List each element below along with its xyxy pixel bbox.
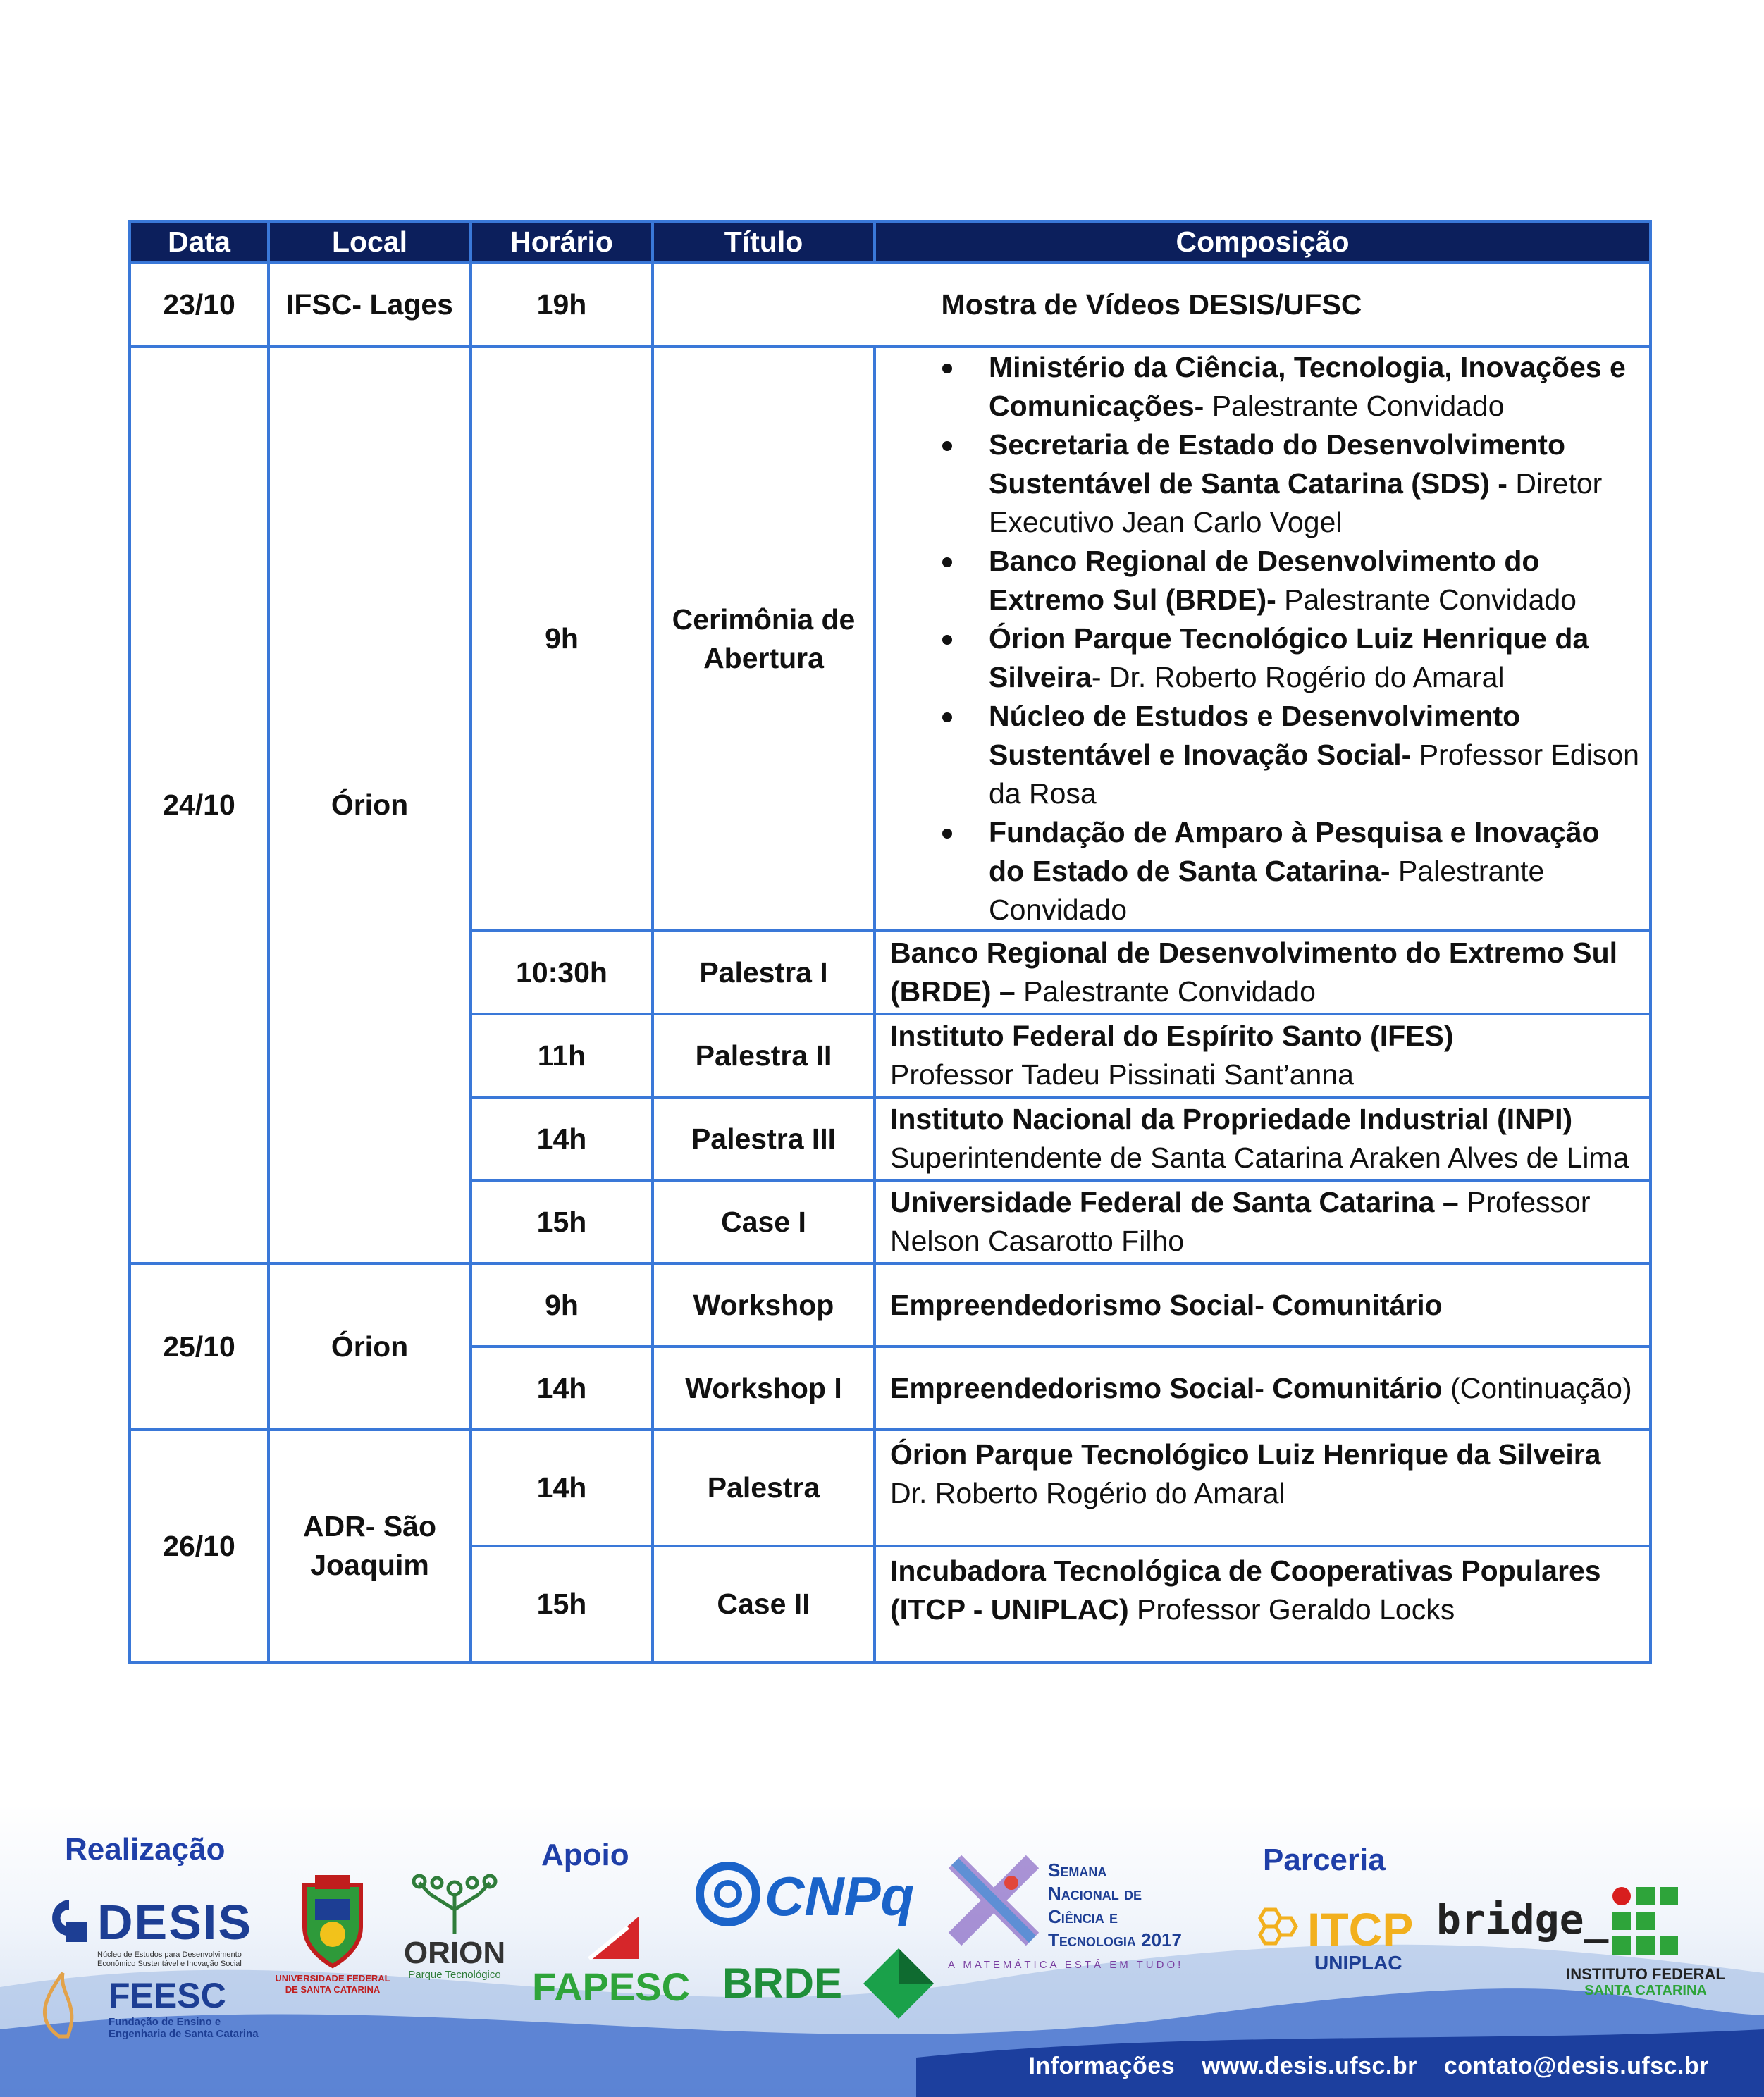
title-cell: Workshop bbox=[653, 1263, 875, 1347]
title-cell: Workshop I bbox=[653, 1347, 875, 1430]
time-cell: 15h bbox=[471, 1546, 653, 1662]
date-cell: 26/10 bbox=[130, 1430, 269, 1662]
snct-x-icon bbox=[948, 1855, 1040, 1946]
title-cell: Case I bbox=[653, 1180, 875, 1263]
title-cell: Palestra III bbox=[653, 1097, 875, 1180]
desis-mark-icon bbox=[48, 1897, 90, 1946]
time-cell: 9h bbox=[471, 1263, 653, 1347]
website-link[interactable]: www.desis.ufsc.br bbox=[1202, 2053, 1417, 2079]
title-cell: Palestra II bbox=[653, 1014, 875, 1097]
schedule-table bbox=[128, 220, 1652, 1664]
title-cell: Palestra I bbox=[653, 931, 875, 1014]
time-cell: 14h bbox=[471, 1430, 653, 1546]
orion-logo: ORION Parque Tecnológico bbox=[398, 1874, 511, 1981]
speaker-list bbox=[876, 348, 1641, 929]
footer: Realização Apoio Parceria DESIS Núcleo de Estudos para Desenvolvimento Econômico Sustentável e Inovação Social FEESC Fundação de Ensino e Engenharia de Santa Catarina UNIVERSIDADE FEDERAL DE SANTA CATARINA ORION Parque Tecnológico FAPESC CNPq BRDE Semana Nacional de Ciência e Tecnologia 2017 A MATEMÁTICA ESTÁ EM TUDO! ITCP UNIPLAC bridge_ INSTITUTO FEDERAL SANTA CATARINA Informações www.desis.ufsc.br contato@desis.ufsc.br bbox=[0, 1804, 1764, 2097]
ufsc-logo: UNIVERSIDADE FEDERAL DE SANTA CATARINA bbox=[262, 1871, 403, 1996]
fapesc-mark-icon bbox=[586, 1913, 642, 1962]
composition-cell: Empreendedorismo Social- Comunitário (Continuação) bbox=[875, 1347, 1651, 1430]
list-item: Fundação de Amparo à Pesquisa e Inovação do Estado de Santa Catarina- Palestrante Convidado bbox=[989, 813, 1641, 929]
section-apoio: Apoio bbox=[541, 1838, 629, 1872]
contact-info bbox=[1009, 2053, 1709, 2080]
ifsc-logo: INSTITUTO FEDERAL SANTA CATARINA bbox=[1561, 1885, 1730, 1998]
info-label: Informações bbox=[1028, 2053, 1176, 2079]
cnpq-mark-icon bbox=[694, 1860, 762, 1928]
time-cell: 15h bbox=[471, 1180, 653, 1263]
ifsc-grid-icon bbox=[1610, 1885, 1681, 1962]
title-cell: Palestra bbox=[653, 1430, 875, 1546]
local-cell: IFSC- Lages bbox=[269, 263, 471, 347]
list-item: Secretaria de Estado do Desenvolvimento Sustentável de Santa Catarina (SDS) - Diretor Executivo Jean Carlo Vogel bbox=[989, 426, 1641, 542]
local-cell: Órion bbox=[269, 1263, 471, 1430]
table-row bbox=[130, 1263, 1651, 1347]
orion-tree-icon bbox=[409, 1874, 500, 1934]
table-row bbox=[130, 263, 1651, 347]
col-header-data: Data bbox=[130, 221, 269, 263]
col-header-composicao: Composição bbox=[875, 221, 1651, 263]
section-realizacao: Realização bbox=[65, 1832, 226, 1867]
feesc-flame-icon bbox=[31, 1969, 87, 2040]
list-item: Órion Parque Tecnológico Luiz Henrique da Silveira- Dr. Roberto Rogério do Amaral bbox=[989, 619, 1641, 697]
list-item: Núcleo de Estudos e Desenvolvimento Sustentável e Inovação Social- Professor Edison da Rosa bbox=[989, 697, 1641, 813]
time-cell: 9h bbox=[471, 347, 653, 931]
time-cell: 11h bbox=[471, 1014, 653, 1097]
table-row bbox=[130, 1430, 1651, 1546]
list-item: Ministério da Ciência, Tecnologia, Inovações e Comunicações- Palestrante Convidado bbox=[989, 348, 1641, 426]
bridge-logo: bridge_ bbox=[1436, 1895, 1609, 1943]
table-row bbox=[130, 347, 1651, 931]
list-item: Banco Regional de Desenvolvimento do Extremo Sul (BRDE)- Palestrante Convidado bbox=[989, 542, 1641, 619]
composition-cell: Incubadora Tecnológica de Cooperativas Populares (ITCP - UNIPLAC) Professor Geraldo Locks bbox=[875, 1546, 1651, 1662]
col-header-local: Local bbox=[269, 221, 471, 263]
header-row bbox=[130, 221, 1651, 263]
section-parceria: Parceria bbox=[1263, 1843, 1386, 1877]
local-cell: Órion bbox=[269, 347, 471, 1263]
composition-cell: Instituto Nacional da Propriedade Industrial (INPI) Superintendente de Santa Catarina Araken Alves de Lima bbox=[875, 1097, 1651, 1180]
date-cell: 24/10 bbox=[130, 347, 269, 1263]
email-link[interactable]: contato@desis.ufsc.br bbox=[1443, 2053, 1709, 2079]
title-cell: Cerimônia de Abertura bbox=[653, 347, 875, 931]
composition-cell: Órion Parque Tecnológico Luiz Henrique da Silveira Dr. Roberto Rogério do Amaral bbox=[875, 1430, 1651, 1546]
local-cell: ADR- São Joaquim bbox=[269, 1430, 471, 1662]
title-cell: Case II bbox=[653, 1546, 875, 1662]
composition-cell: Universidade Federal de Santa Catarina – Professor Nelson Casarotto Filho bbox=[875, 1180, 1651, 1263]
title-cell: Mostra de Vídeos DESIS/UFSC bbox=[653, 263, 1651, 347]
time-cell: 19h bbox=[471, 263, 653, 347]
time-cell: 10:30h bbox=[471, 931, 653, 1014]
composition-cell bbox=[875, 347, 1651, 931]
time-cell: 14h bbox=[471, 1347, 653, 1430]
date-cell: 23/10 bbox=[130, 263, 269, 347]
composition-cell: Banco Regional de Desenvolvimento do Extremo Sul (BRDE) – Palestrante Convidado bbox=[875, 931, 1651, 1014]
composition-cell: Instituto Federal do Espírito Santo (IFES) Professor Tadeu Pissinati Sant’anna bbox=[875, 1014, 1651, 1097]
brde-diamond-icon bbox=[860, 1945, 937, 2022]
col-header-titulo: Título bbox=[653, 221, 875, 263]
itcp-hex-icon bbox=[1251, 1903, 1314, 1959]
time-cell: 14h bbox=[471, 1097, 653, 1180]
col-header-horario: Horário bbox=[471, 221, 653, 263]
composition-cell: Empreendedorismo Social- Comunitário bbox=[875, 1263, 1651, 1347]
ufsc-crest-icon bbox=[294, 1871, 371, 1969]
date-cell: 25/10 bbox=[130, 1263, 269, 1430]
